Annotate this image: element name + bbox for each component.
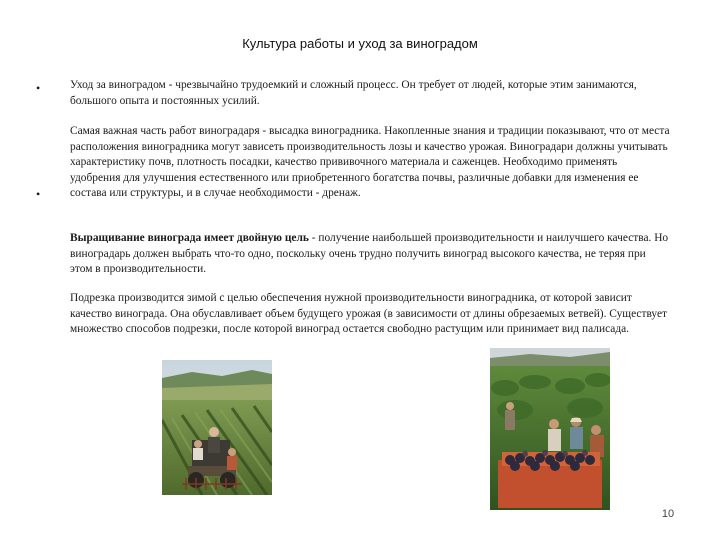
bullet-marker-2: • xyxy=(36,187,41,201)
page-number: 10 xyxy=(661,508,675,520)
vineyard-tractor-image xyxy=(162,360,272,495)
paragraph-planting: Самая важная часть работ виноградаря - высадка виноградника. Накопленные знания и традиции показывают, что от места расположения виноградника могут зависеть производительность лозы и качество урожая. Виноградари должны учитывать характеристику почв, плотность посадки, качество прививочного материала и саженцев. Необходимо применять удобрения для улучшения естественного или приобретенного богатства почвы, различные добавки для изменения ее состава или структуры, и в случае необходимости - дренаж. xyxy=(70,125,670,200)
vineyard-tractor-photo xyxy=(162,360,272,495)
grape-harvest-photo xyxy=(490,348,610,510)
paragraph-goal-rest: - получение наибольшей производительности и наилучшего качества. Но виноградарь должен выбрать что-то одно, поскольку очень трудно получить виноград высокого качества, не теряя при этом в производительности. xyxy=(70,232,669,276)
grape-harvest-image xyxy=(490,348,610,510)
slide-title: Культура работы и уход за виноградом xyxy=(242,36,478,51)
paragraph-goal xyxy=(70,231,670,278)
paragraph-goal-bold: Выращивание винограда имеет двойную цель xyxy=(70,232,309,244)
paragraph-intro: Уход за виноградом - чрезвычайно трудоемкий и сложный процесс. Он требует от людей, которые этим занимаются, большого опыта и постоянных усилий. xyxy=(70,79,637,107)
bullet-marker-1: • xyxy=(36,81,41,95)
paragraph-pruning: Подрезка производится зимой с целью обеспечения нужной производительности виноградника, от которой зависит качество винограда. Она обуславливает объем будущего урожая (в зависимости от длины обрезаемых ветвей). Существует множество способов подрезки, после которой виноград остается свободно растущим или принимает вид палисада. xyxy=(70,292,668,336)
